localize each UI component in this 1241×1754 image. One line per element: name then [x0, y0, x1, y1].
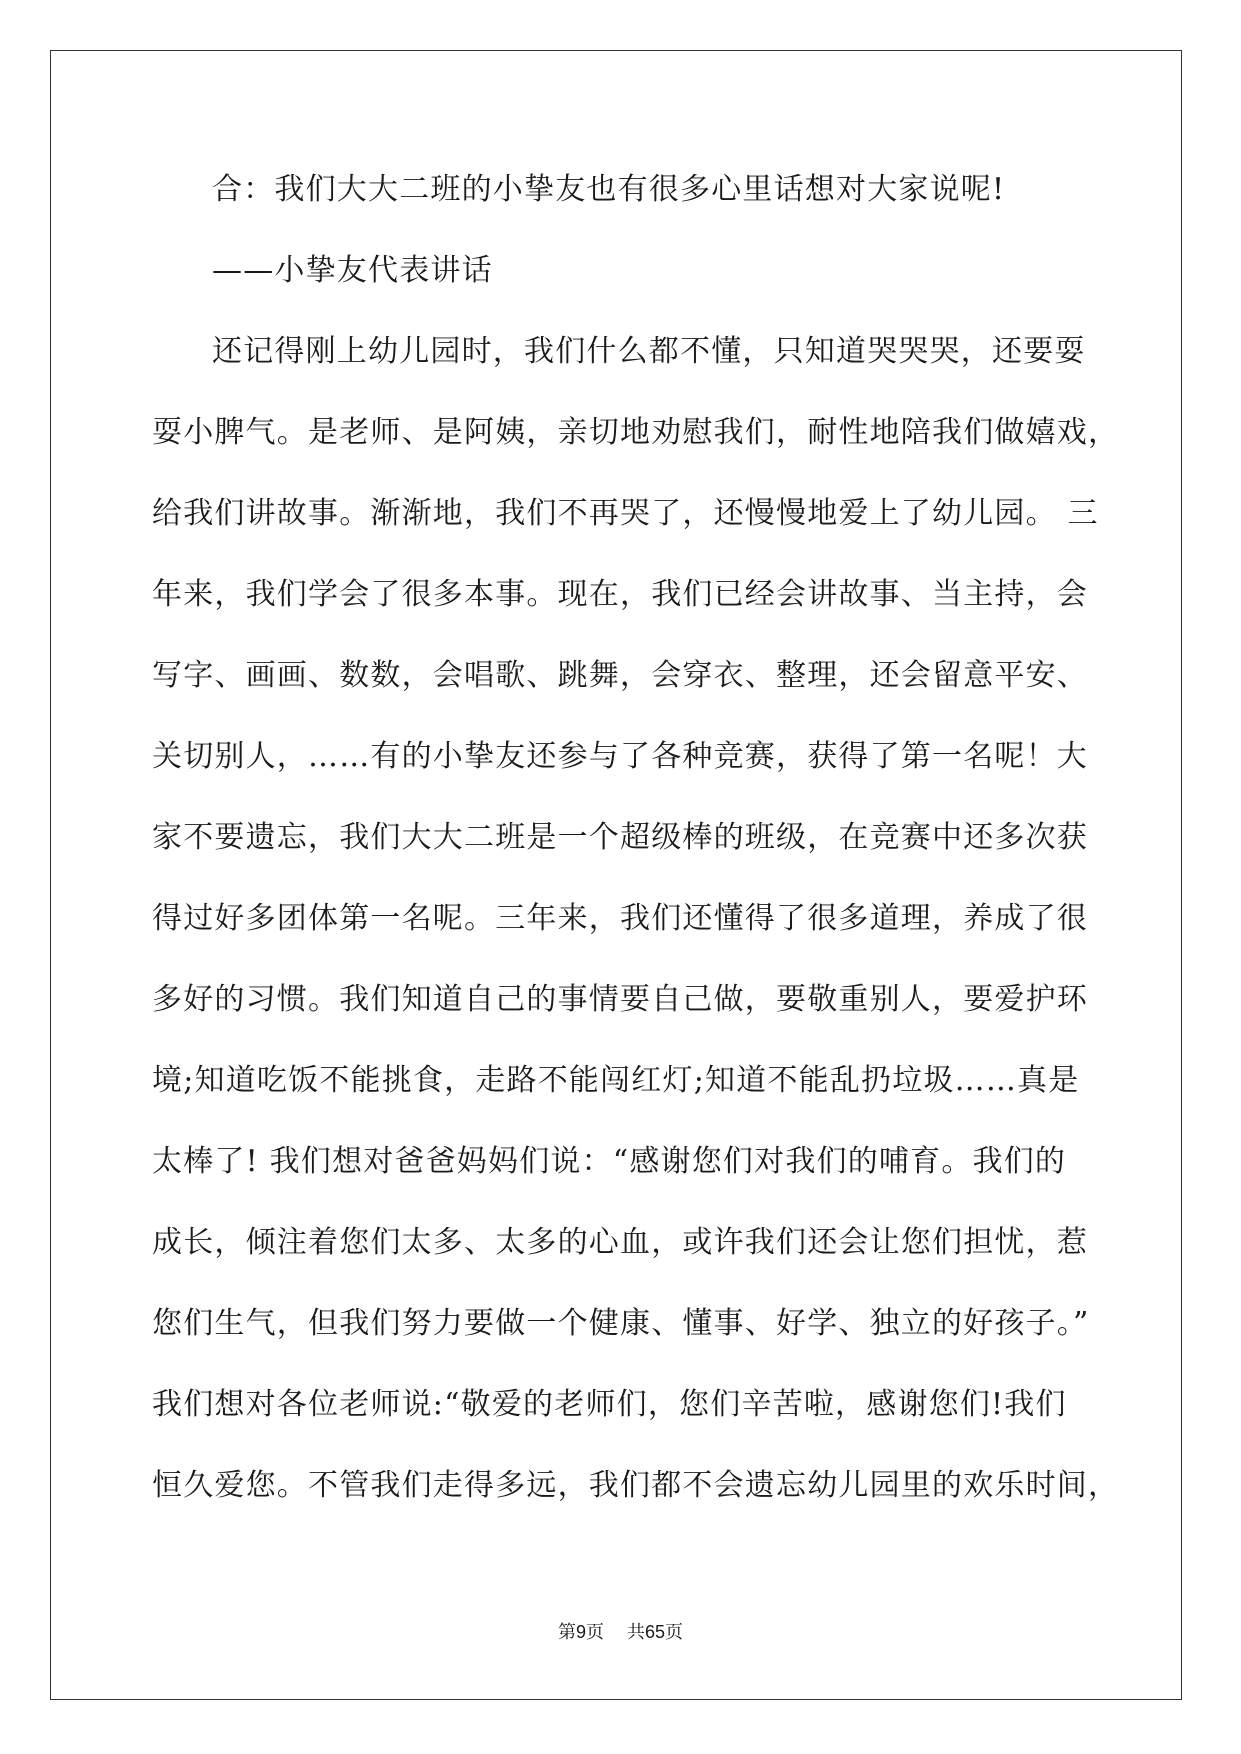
total-pages: 65: [644, 1622, 665, 1642]
paragraph-line: 我们想对各位老师说:“敬爱的老师们，您们辛苦啦，感谢您们!我们: [152, 1387, 1067, 1422]
paragraph-line: 成长，倾注着您们太多、太多的心血，或许我们还会让您们担忧，惹: [152, 1225, 1088, 1260]
paragraph-line: 境;知道吃饭不能挑食，走路不能闯红灯;知道不能乱扔垃圾……真是: [152, 1063, 1080, 1098]
page-number: 9: [576, 1622, 587, 1642]
body-text: [152, 160, 1120, 1537]
paragraph-line: 关切别人，……有的小挚友还参与了各种竞赛，获得了第一名呢！大: [152, 739, 1088, 774]
total-prefix: 共: [626, 1622, 645, 1643]
page-suffix: 页: [586, 1622, 605, 1643]
paragraph-line: 给我们讲故事。渐渐地，我们不再哭了，还慢慢地爱上了幼儿园。 三: [152, 496, 1099, 531]
paragraph-line: 还记得刚上幼儿园时，我们什么都不懂，只知道哭哭哭，还要耍: [212, 334, 1086, 369]
paragraph-line: 恒久爱您。不管我们走得多远，我们都不会遗忘幼儿园里的欢乐时间，: [152, 1468, 1120, 1503]
paragraph-line: 写字、画画、数数，会唱歌、跳舞，会穿衣、整理，还会留意平安、: [152, 658, 1088, 693]
paragraph-line: ——小挚友代表讲话: [212, 253, 493, 288]
paragraph-line: 年来，我们学会了很多本事。现在，我们已经会讲故事、当主持，会: [152, 577, 1088, 612]
paragraph-line: 得过好多团体第一名呢。三年来，我们还懂得了很多道理，养成了很: [152, 901, 1088, 936]
page-prefix: 第: [558, 1622, 577, 1643]
paragraph-line: 家不要遗忘，我们大大二班是一个超级棒的班级，在竞赛中还多次获: [152, 820, 1088, 855]
paragraph-line: 太棒了! 我们想对爸爸妈妈们说：“感谢您们对我们的哺育。我们的: [152, 1144, 1067, 1179]
paragraph-line: 您们生气，但我们努力要做一个健康、懂事、好学、独立的好孩子。”: [152, 1306, 1090, 1341]
paragraph-line: 合：我们大大二班的小挚友也有很多心里话想对大家说呢!: [212, 172, 1006, 207]
page-footer: [0, 1618, 1241, 1644]
total-suffix: 页: [664, 1622, 683, 1643]
paragraph-line: 耍小脾气。是老师、是阿姨，亲切地劝慰我们，耐性地陪我们做嬉戏，: [152, 415, 1120, 450]
paragraph-line: 多好的习惯。我们知道自己的事情要自己做，要敬重别人，要爱护环: [152, 982, 1088, 1017]
